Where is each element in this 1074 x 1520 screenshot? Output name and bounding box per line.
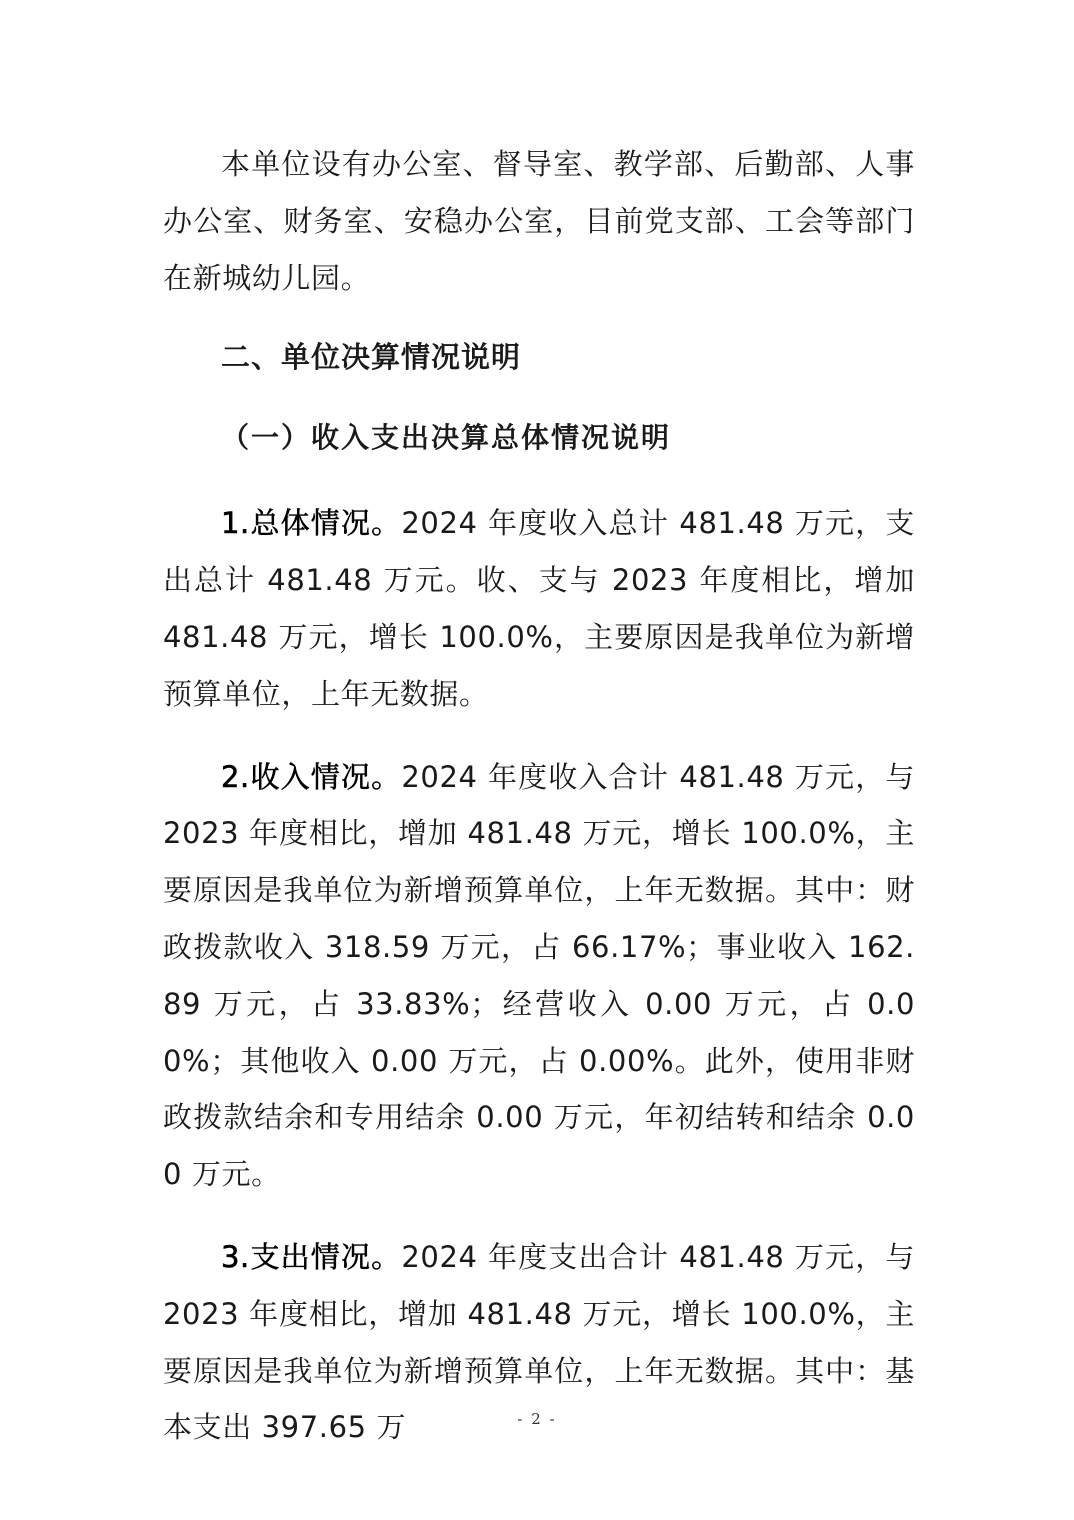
paragraph-text: 2024 年度收入合计 481.48 万元，与 2023 年度相比，增加 481.48 万元，增长 100.0%，主要原因是我单位为新增预算单位，上年无数据。其中：财政拨款收入 318.59 万元，占 66.17%；事业收入 162.89 万元，占 33.83%；经营收入 0.00 万元，占 0.00%；其他收入 0.00 万元，占 0.00%。此外，使用非财政拨款结余和专用结余 0.00 万元，年初结转和结余 0.00 万元。: [163, 759, 916, 1192]
paragraph-lead: 3.支出情况。: [221, 1239, 402, 1274]
paragraph-overall: [163, 495, 915, 722]
document-body: [163, 136, 915, 1456]
intro-paragraph: 本单位设有办公室、督导室、教学部、后勤部、人事办公室、财务室、安稳办公室，目前党支部、工会等部门在新城幼儿园。: [163, 147, 915, 295]
section-heading: 二、单位决算情况说明: [221, 340, 522, 375]
paragraph-text: 2024 年度收入总计 481.48 万元，支出总计 481.48 万元。收、支与 2023 年度相比，增加 481.48 万元，增长 100.0%，主要原因是我单位为新增预算单位，上年无数据。: [163, 506, 916, 711]
paragraph-income: [163, 749, 915, 1203]
paragraph-lead: 2.收入情况。: [221, 759, 402, 794]
paragraph-lead: 1.总体情况。: [221, 506, 402, 541]
paragraph-text: 2024 年度支出合计 481.48 万元，与 2023 年度相比，增加 481.48 万元，增长 100.0%，主要原因是我单位为新增预算单位，上年无数据。其中：基本支出 397.65 万: [163, 1239, 916, 1445]
page-number: - 2 -: [517, 1410, 557, 1428]
subsection-heading: （一）收入支出决算总体情况说明: [221, 421, 672, 455]
